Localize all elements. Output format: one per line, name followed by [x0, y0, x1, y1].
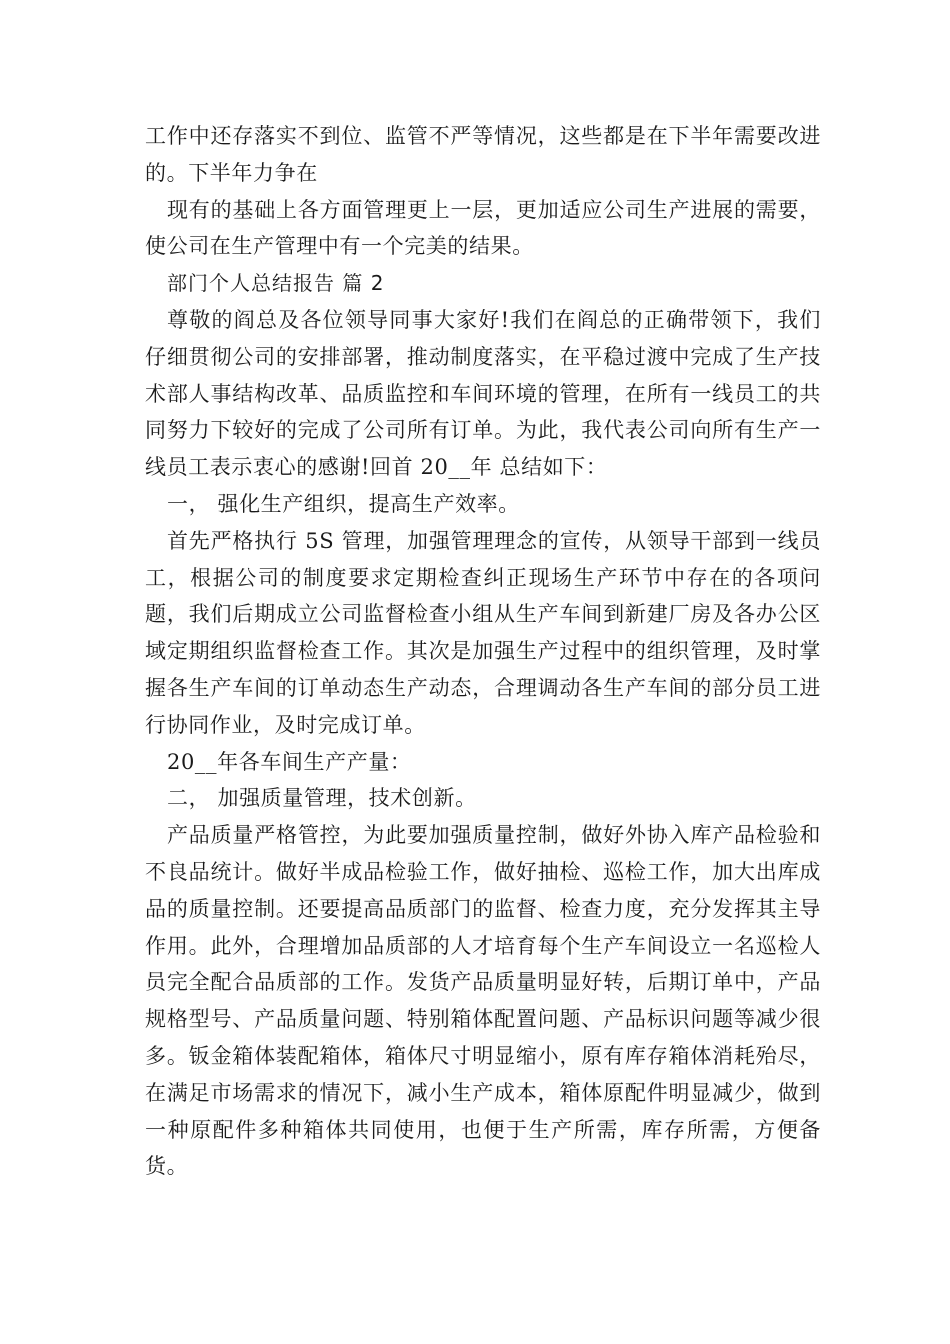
paragraph-greeting: 尊敬的阎总及各位领导同事大家好!我们在阎总的正确带领下，我们仔细贯彻公司的安排部署，推动制度落实，在平稳过渡中完成了生产技术部人事结构改革、品质监控和车间环境的管理，在所有一线员工的共同努力下较好的完成了公司所有订单。为此，我代表公司向所有生产一线员工表示衷心的感谢!回首 20__年 总结如下： — [145, 307, 821, 480]
subheading-production: 一， 强化生产组织，提高生产效率。 — [167, 491, 520, 516]
paragraph-quality-control: 产品质量严格管控，为此要加强质量控制，做好外协入库产品检验和不良品统计。做好半成品检验工作，做好抽检、巡检工作，加大出库成品的质量控制。还要提高品质部门的监督、检查力度，充分发挥其主导作用。此外，合理增加品质部的人才培育每个生产车间设立一名巡检人员完全配合品质部的工作。发货产品质量明显好转，后期订单中，产品规格型号、产品质量问题、特别箱体配置问题、产品标识问题等减少很多。钣金箱体装配箱体，箱体尺寸明显缩小，原有库存箱体消耗殆尽，在满足市场需求的情况下，减小生产成本，箱体原配件明显减少，做到一种原配件多种箱体共同使用，也便于生产所需，库存所需，方便备货。 — [145, 823, 821, 1179]
subheading-quality: 二， 加强质量管理，技术创新。 — [167, 786, 477, 811]
paragraph-goal: 现有的基础上各方面管理更上一层，更加适应公司生产进展的需要，使公司在生产管理中有一个完美的结果。 — [145, 197, 821, 259]
paragraph-5s-management: 首先严格执行 5S 管理，加强管理理念的宣传，从领导干部到一线员工，根据公司的制度要求定期检查纠正现场生产环节中存在的各项问题，我们后期成立公司监督检查小组从生产车间到新建厂房及各办公区域定期组织监督检查工作。其次是加强生产过程中的组织管理，及时掌握各生产车间的订单动态生产动态，合理调动各生产车间的部分员工进行协同作业，及时完成订单。 — [145, 528, 821, 737]
section-heading-part2: 部门个人总结报告 篇 2 — [167, 271, 385, 296]
document-body — [145, 118, 821, 1185]
paragraph-continuation: 工作中还存落实不到位、监管不严等情况，这些都是在下半年需要改进的。下半年力争在 — [145, 124, 821, 185]
paragraph-output-label: 20__年各车间生产产量： — [167, 749, 412, 774]
